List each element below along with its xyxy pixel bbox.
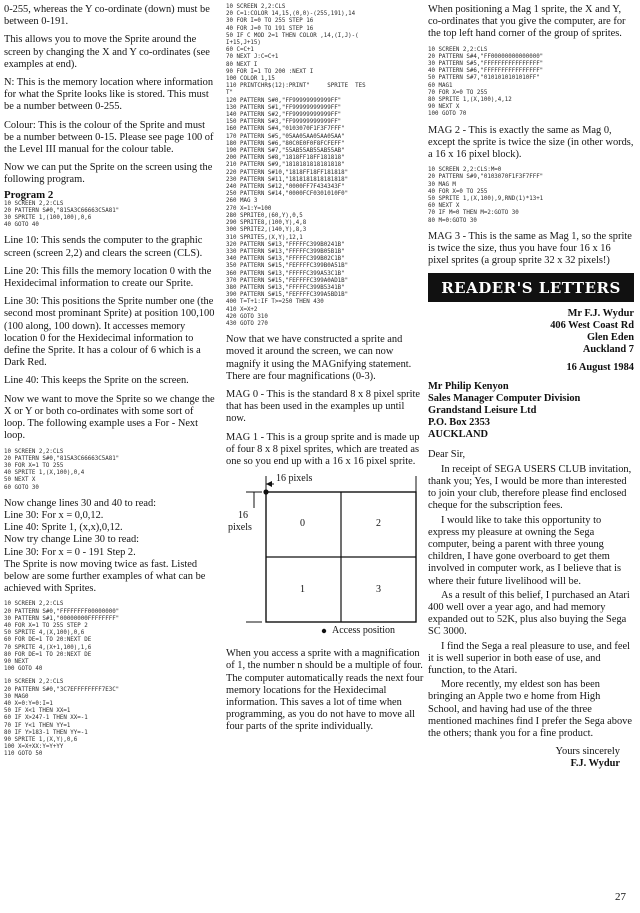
code-line: 40 FOR X=1 TO 255 STEP 2 bbox=[4, 622, 88, 629]
code-line: 30 MAG0 bbox=[4, 693, 29, 700]
code-listing-mag-1 bbox=[428, 47, 634, 119]
code-line: I+15,J+15) bbox=[226, 40, 261, 47]
sender-line: Auckland 7 bbox=[582, 344, 634, 356]
code-line: 50 NEXT X bbox=[4, 477, 36, 484]
code-line: 20 PATTERN S#4,"FF00000000000000" bbox=[428, 53, 544, 60]
code-line: 50 IF X<1 THEN XX=1 bbox=[4, 708, 71, 715]
code-line: 80 FOR DE=1 TO 20:NEXT DE bbox=[4, 651, 92, 658]
letter-paragraph: In receipt of SEGA USERS CLUB invitation, thank you; Yes, I would be more than interested to join your club, therefore please find enclosed cheque for the subscription fees. bbox=[428, 463, 634, 512]
recipient-line: Sales Manager Computer Division bbox=[428, 393, 581, 405]
code-line: 340 PATTERN S#13,"FFFFFC399B02C1B" bbox=[226, 256, 345, 263]
recipient-line: Grandstand Leisure Ltd bbox=[428, 405, 537, 417]
signature-name: F.J. Wydur bbox=[570, 758, 620, 770]
code-line: 30 MAG M bbox=[428, 181, 456, 188]
code-line: 240 PATTERN S#12,"0000FF7F434343F" bbox=[226, 184, 345, 191]
letter-date: 16 August 1984 bbox=[566, 362, 634, 374]
code-line: 80 SPRITE 1,(X,100),4,12 bbox=[428, 97, 512, 104]
code-line: 410 X=X+2 bbox=[226, 306, 258, 313]
sender-address bbox=[428, 308, 634, 356]
code-line: 370 PATTERN S#15,"FEFFFFC399A0AD1B" bbox=[226, 277, 349, 284]
code-line: 60 NEXT X bbox=[428, 203, 460, 210]
code-line: 110 GOTO 50 bbox=[4, 751, 43, 758]
code-line: 60 FOR DE=1 TO 20:NEXT DE bbox=[4, 637, 92, 644]
code-line: 20 PATTERN S#9,"0103070F1F3F7FFF" bbox=[428, 174, 544, 181]
code-line: 430 GOTO 270 bbox=[226, 320, 268, 327]
code-line: 80 IF Y>183-1 THEN YY=-1 bbox=[4, 729, 88, 736]
fig-side-label-unit: pixels bbox=[228, 522, 252, 534]
code-line: 30 FOR I=0 TO 255 STEP 16 bbox=[226, 18, 314, 25]
code-line: 30 PATTERN S#5,"FFFFFFFFFFFFFFFF" bbox=[428, 61, 544, 68]
code-line: 260 MAG 3 bbox=[226, 198, 258, 205]
code-line: 360 PATTERN S#13,"FFFFFC399A53C1B" bbox=[226, 270, 345, 277]
code-line: 90 NEXT bbox=[4, 658, 29, 665]
code-line: 20 PATTERN S#0,"815A3C66663C5A81" bbox=[4, 455, 120, 462]
letter-paragraph: I find the Sega a real pleasure to use, and feel it is well superior in both ease of use, and function, to the Atari. bbox=[428, 640, 633, 676]
code-line: 80 M=0:GOTO 30 bbox=[428, 217, 477, 224]
paragraph-mag-3: MAG 3 - This is the same as Mag 1, so the sprite is twice the size, thus you have four 16 x 16 pixel sprites (a group sprite 32 x 32 pixels!) bbox=[428, 230, 635, 267]
column-right bbox=[428, 4, 637, 770]
paragraph-put-sprite: Now we can put the Sprite on the screen using the following program. bbox=[4, 162, 215, 186]
code-line: 60 MAG1 bbox=[428, 82, 453, 89]
code-line: 170 PATTERN S#5,"05AA05AA05AA05AA" bbox=[226, 133, 345, 140]
code-line: 70 NEXT J:C=C+1 bbox=[226, 54, 279, 61]
code-line: 180 PATTERN S#6,"80C0E0F0F8FCFEFF" bbox=[226, 140, 345, 147]
paragraph-line-30: Line 30: This positions the Sprite number one (the second most prominant Sprite) at position 100,100 (100 along, 100 down). It accesses memory location 0 for the Hexidecimal information to define the Sprite. It has a colour of 6 which is a Dark Red. bbox=[4, 296, 217, 369]
code-line: 110 PRINTCHR$(12):PRINT" SPRITE TES bbox=[226, 83, 366, 90]
code-line: 20 C=1:COLOR 14,15,(0,0)-(255,191),14 bbox=[226, 11, 356, 18]
code-line: 10 SCREEN 2,2:CLS bbox=[4, 200, 64, 207]
code-line: 160 PATTERN S#4,"0103070F1F3F7FFF" bbox=[226, 126, 345, 133]
code-line: 120 PATTERN S#0,"FF99999999999FF" bbox=[226, 97, 342, 104]
letter-paragraph: As a result of this belief, I purchased an Atari 400 well over a year ago, and had memory expanded out to 52K, plus also buying the Sega SC 3000. bbox=[428, 589, 633, 638]
column-middle bbox=[226, 4, 424, 740]
code-line: 40 PATTERN S#6,"FFFFFFFFFFFFFFFF" bbox=[428, 68, 544, 75]
code-line: 100 COLOR 1,15 bbox=[226, 76, 275, 83]
recipient-line: Mr Philip Kenyon bbox=[428, 381, 509, 393]
mag-1-diagram bbox=[226, 470, 422, 642]
paragraph-magnify: Now that we have constructed a sprite and moved it around the screen, we can now magnify it using the MAGnifying statement. There are four magnifications (0-3). bbox=[226, 334, 414, 382]
code-listing-mag-2 bbox=[428, 167, 634, 225]
code-listing-bouncing-sprite bbox=[4, 679, 216, 758]
code-line: 100 GOTO 70 bbox=[428, 111, 467, 118]
code-line: 10 SCREEN 2,2:CLS bbox=[428, 46, 488, 53]
fig-side-label-number: 16 bbox=[238, 510, 248, 522]
code-line: 20 PATTERN S#0,"815A3C66663C5A81" bbox=[4, 207, 120, 214]
code-line: 40 X=0:Y=0:I=1 bbox=[4, 700, 53, 707]
code-line: 30 SPRITE 1,(100,100),0,6 bbox=[4, 215, 92, 222]
paragraph-for-next-loop: Now we want to move the Sprite so we change the X or Y or both co-ordinates with some sort of loop. The following example uses a For - Next loop. bbox=[4, 393, 218, 442]
code-line: 100 X=X+XX:Y=Y+YY bbox=[4, 744, 64, 751]
paragraph-move-sprite: This allows you to move the Sprite around the screen by changing the X and Y co-ordinates (see examples at end). bbox=[4, 34, 213, 70]
code-line: 200 PATTERN S#8,"1818FF18FF181818" bbox=[226, 155, 345, 162]
code-line: 30 PATTERN S#1,"00000000FFFFFFFF" bbox=[4, 615, 120, 622]
fig-cell-3: 3 bbox=[376, 584, 381, 596]
fig-cell-0: 0 bbox=[300, 518, 305, 530]
fig-caption: Access position bbox=[332, 625, 396, 637]
column-left bbox=[4, 4, 216, 765]
code-line: 40 GOTO 40 bbox=[4, 222, 39, 229]
code-line: T" bbox=[226, 90, 233, 97]
paragraph-line-20: Line 20: This fills the memory location 0 with the Hexidecimal information to create our Sprite. bbox=[4, 265, 214, 290]
program-2-heading: Program 2 bbox=[4, 188, 54, 201]
code-line: 40 FOR J=0 TO 191 STEP 16 bbox=[226, 25, 314, 32]
code-line: 10 SCREEN 2,2:CLS bbox=[4, 601, 64, 608]
code-line: 190 PATTERN S#7,"55AB55AB55AB55AB" bbox=[226, 148, 345, 155]
code-line: 60 GOTO 30 bbox=[4, 484, 39, 491]
paragraph-mag-1-access: When you access a sprite with a magnification of 1, the number n should be a multiple of four. The computer automatically reads the next four memory locations for the Hexidecimal information. This saves a lot of time when programming, as you do not have to move all four parts of the sprite individually. bbox=[226, 648, 426, 733]
code-line: 90 SPRITE 1,(X,Y),0,6 bbox=[4, 737, 78, 743]
letter-signoff bbox=[428, 746, 620, 770]
code-line: 220 PATTERN S#10,"1818FF18FF181818" bbox=[226, 169, 349, 176]
paragraph-mag-1: MAG 1 - This is a group sprite and is made up of four 8 x 8 pixel sprites, which are treated as one so you end up with a 16 x 16 pixel sprite. bbox=[226, 431, 423, 467]
sender-line: Mr F.J. Wydur bbox=[567, 308, 634, 320]
paragraph-colour: Colour: This is the colour of the Sprite and must be a number between 0-15. Please see page 100 of the Level III manual for the colour table. bbox=[4, 119, 217, 156]
paragraph-mag-1-position: When positioning a Mag 1 sprite, the X and Y, co-ordinates that you give the computer, are for the top left hand corner of the group of sprites. bbox=[428, 4, 629, 40]
recipient-address bbox=[428, 381, 634, 441]
sender-line: Glen Eden bbox=[586, 332, 634, 344]
code-line: 10 SCREEN 2,2:CLS:M=0 bbox=[428, 167, 502, 174]
code-line: 60 IF X>247-1 THEN XX=-1 bbox=[4, 715, 88, 722]
code-line: 70 IF M=0 THEN M=2:GOTO 30 bbox=[428, 210, 519, 217]
code-line: 90 NEXT X bbox=[428, 104, 460, 111]
code-line: 320 PATTERN S#13,"FFFFFC399B0241B" bbox=[226, 241, 345, 248]
code-line: 280 SPRITE0,(60,Y),0,5 bbox=[226, 212, 303, 219]
code-line: 380 PATTERN S#13,"FFFFFC399B5341B" bbox=[226, 284, 345, 291]
recipient-line: AUCKLAND bbox=[428, 429, 489, 441]
code-line: 40 SPRITE 1,(X,100),0,4 bbox=[4, 470, 85, 477]
code-line: 350 PATTERN S#15,"FEFFFFC399B0A51B" bbox=[226, 263, 349, 270]
letter-paragraph: More recently, my eldest son has been bringing an Apple two e home from High School, and having had use of the three mentioned machines find I prefer the Sega above the others; thank you for a fine product. bbox=[428, 679, 635, 739]
code-line: 150 PATTERN S#3,"FF99999999999FF" bbox=[226, 119, 342, 126]
code-line: 300 SPRITE2,(140,Y),8,3 bbox=[226, 227, 307, 234]
page-number: 27 bbox=[615, 891, 626, 903]
mag-1-grid bbox=[226, 470, 422, 642]
readers-letters-banner: READER'S LETTERS bbox=[428, 273, 634, 302]
paragraph-change-lines: Now change lines 30 and 40 to read: Line 30: For x = 0,0,12. Line 40: Sprite 1, (x,x),0,12. Now try change Line 30 to read: Line 30: For x = 0 - 191 Step 2. The Sprite is now moving twice as fast. Listed below are some further examples of what can be achieved with Sprites. bbox=[4, 497, 206, 595]
code-line: 270 X=1:Y=100 bbox=[226, 205, 272, 212]
code-listing-for-next bbox=[4, 449, 216, 492]
code-line: 50 SPRITE 1,(X,100),9,RND(1)*13+1 bbox=[428, 196, 544, 203]
code-line: 290 SPRITE8,(100,Y),4,8 bbox=[226, 220, 307, 227]
code-line: 210 PATTERN S#9,"1818181818181818" bbox=[226, 162, 345, 169]
code-line: 70 FOR X=0 TO 255 bbox=[428, 89, 488, 96]
code-listing-sprite-test bbox=[226, 4, 424, 328]
code-line: 390 PATTERN S#15,"FEFFFFC399A5BD1B" bbox=[226, 292, 349, 299]
code-line: 10 SCREEN 2,2:CLS bbox=[226, 4, 286, 10]
fig-top-label: 16 pixels bbox=[276, 473, 313, 485]
code-line: 20 PATTERN S#0,"FFFFFFFF00000000" bbox=[4, 608, 120, 615]
code-line: 70 SPRITE 4,(X+1,100),1,6 bbox=[4, 644, 92, 651]
code-line: 30 FOR X=1 TO 255 bbox=[4, 462, 64, 469]
paragraph-mag-0: MAG 0 - This is the standard 8 x 8 pixel sprite that has been used in the examples up until now. bbox=[226, 388, 423, 425]
letter-paragraph: I would like to take this opportunity to express my pleasure at owning the Sega computer, being a parent with three young children, I have gone overboard to get them involved in computer work, as I believe that is where their future livelihood will be. bbox=[428, 514, 624, 587]
code-line: 100 GOTO 40 bbox=[4, 666, 43, 673]
code-line: 130 PATTERN S#1,"FF99999999999FF" bbox=[226, 104, 342, 111]
sender-line: 406 West Coast Rd bbox=[550, 320, 634, 332]
fig-cell-1: 1 bbox=[300, 584, 305, 596]
recipient-line: P.O. Box 2353 bbox=[428, 417, 490, 429]
letter-closing: Yours sincerely bbox=[555, 746, 620, 758]
code-listing-sprite-examples bbox=[4, 601, 216, 673]
code-line: 140 PATTERN S#2,"FF99999999999FF" bbox=[226, 112, 342, 119]
code-line: 50 SPRITE 4,(X,100),0,6 bbox=[4, 630, 85, 637]
code-line: 400 T=T+1:IF T>=250 THEN 430 bbox=[226, 299, 324, 306]
code-line: 40 FOR X=0 TO 255 bbox=[428, 188, 488, 195]
code-line: 230 PATTERN S#11,"1818181818181818" bbox=[226, 176, 349, 183]
paragraph-coordinates: 0-255, whereas the Y co-ordinate (down) must be between 0-191. bbox=[4, 4, 213, 28]
code-line: 50 IF C MOD 2=1 THEN COLOR ,14,(I,J)-( bbox=[226, 32, 359, 39]
code-line: 310 SPRITE5,(X,Y),12,1 bbox=[226, 234, 303, 241]
code-line: 90 FOR I=1 TO 200 :NEXT I bbox=[226, 68, 314, 75]
code-line: 50 PATTERN S#7,"0101010101010FF" bbox=[428, 75, 540, 82]
code-line: 250 PATTERN S#14,"0000FCF0301010F0" bbox=[226, 191, 349, 198]
code-listing-program-2 bbox=[4, 201, 216, 230]
code-line: 330 PATTERN S#13,"FFFFFC399B05B1B" bbox=[226, 248, 345, 255]
paragraph-line-40: Line 40: This keeps the Sprite on the screen. bbox=[4, 375, 189, 387]
code-line: 420 GOTO 310 bbox=[226, 313, 268, 320]
letter-salutation: Dear Sir, bbox=[428, 449, 466, 461]
code-line: 60 C=C+1 bbox=[226, 47, 254, 54]
paragraph-mag-2: MAG 2 - This is exactly the same as Mag 0, except the sprite is twice the size (in other words, a 16 x 16 pixel block). bbox=[428, 124, 637, 161]
paragraph-line-10: Line 10: This sends the computer to the graphic screen (screen 2,2) and clears the screen (CLS). bbox=[4, 235, 205, 259]
code-line: 10 SCREEN 2,2:CLS bbox=[4, 448, 64, 455]
paragraph-memory-location: N: This is the memory location where information for what the Sprite looks like is stored. This must be a number between 0-255. bbox=[4, 77, 216, 113]
fig-cell-2: 2 bbox=[376, 518, 381, 530]
code-line: 70 IF Y<1 THEN YY=1 bbox=[4, 722, 71, 729]
code-line: 10 SCREEN 2,2:CLS bbox=[4, 679, 64, 686]
code-line: 20 PATTERN S#0,"3C7EFFFFFFFF7E3C" bbox=[4, 686, 120, 693]
letter-signature bbox=[428, 758, 620, 770]
code-line: 80 NEXT I bbox=[226, 61, 258, 68]
